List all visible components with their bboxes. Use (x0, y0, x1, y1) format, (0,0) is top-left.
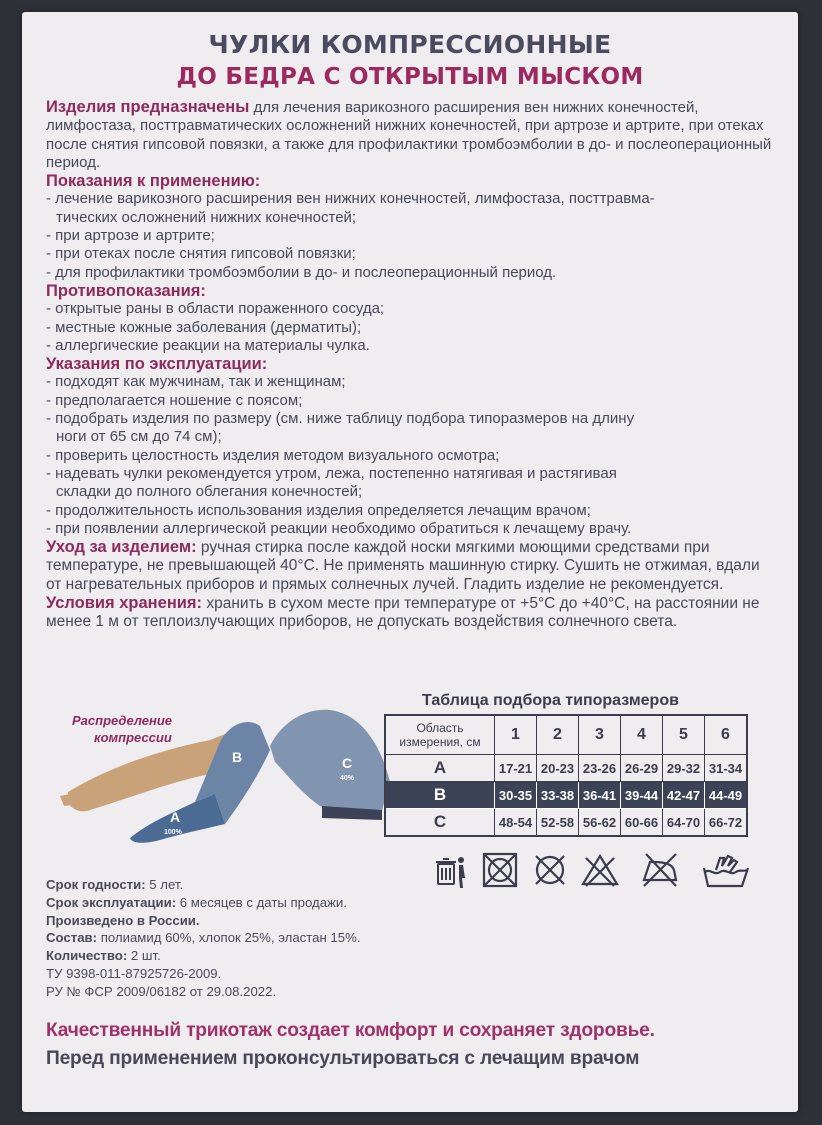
product-meta (46, 876, 361, 1001)
list-item: - подходят как мужчинам, так и женщинам; (46, 373, 346, 391)
row-label: C (385, 809, 495, 837)
size-table-title: Таблица подбора типоразмеров (422, 692, 679, 709)
table-cell: 20-23 (537, 755, 579, 782)
table-row (385, 782, 747, 809)
care-heading: Уход за изделием: (46, 538, 197, 557)
care-text: ручная стирка после каждой носки мягкими моющими средствами при температуре, не превышающей 40°С. Не применять машинную стирку. Сушить не отжимая, вдали от нагревательных приборов и прямых солнечных лучей. Гладить изделие не рекомендуется. (46, 539, 760, 593)
table-row (385, 809, 747, 837)
table-cell: 60-66 (621, 809, 663, 837)
table-header-label: Область измерения, см (385, 715, 495, 755)
no-dry-clean-icon (530, 850, 570, 890)
trash-bin-icon (430, 850, 470, 890)
row-label: A (385, 755, 495, 782)
list-item: - при артрозе и артрите; (46, 227, 215, 245)
compression-diagram (60, 702, 400, 862)
package-card (22, 12, 798, 1112)
list-item: тических осложнений нижних конечностей; (56, 208, 357, 226)
list-item: складки до полного облегания конечностей; (56, 483, 363, 501)
table-cell: 29-32 (663, 755, 705, 782)
zone-c-shape (270, 710, 390, 812)
intro-text: для лечения варикозного расширения вен нижних конечностей, лимфостаза, посттравматических осложнений нижних конечностей, при артрозе и артрите, при отеках после снятия гипсовой повязки, а также для профилактики тромбоэмболии в до- и послеоперационный период. (46, 99, 772, 171)
list-item: - продолжительность использования изделия определяется лечащим врачом; (46, 501, 591, 519)
made-in: Произведено в России. (46, 912, 200, 928)
list-item: - надевать чулки рекомендуется утром, лежа, постепенно натягивая и растягивая (46, 464, 617, 482)
table-cell: 42-47 (663, 782, 705, 809)
list-item: ноги от 65 см до 74 см); (56, 428, 222, 446)
table-cell: 48-54 (495, 809, 537, 837)
table-cell: 56-62 (579, 809, 621, 837)
product-title: ЧУЛКИ КОМПРЕССИОННЫЕ (208, 30, 612, 59)
list-item: - проверить целостность изделия методом визуального осмотра; (46, 446, 500, 464)
table-cell: 26-29 (621, 755, 663, 782)
zone-b-label: B (232, 749, 243, 765)
service-life-value: 6 месяцев с даты продажи. (176, 894, 347, 910)
table-row (385, 755, 747, 782)
list-item: - при отеках после снятия гипсовой повязки; (46, 245, 356, 263)
table-cell: 44-49 (705, 782, 748, 809)
row-label: B (385, 782, 495, 809)
service-life-label: Срок эксплуатации: (46, 894, 177, 910)
table-cell: 31-34 (705, 755, 748, 782)
shelf-life-value: 5 лет. (145, 877, 184, 892)
size-header: 5 (663, 715, 705, 755)
list-item: - подобрать изделия по размеру (см. ниже таблицу подбора типоразмеров на длину (46, 410, 635, 428)
tu-code: ТУ 9398-011-87925726-2009. (46, 965, 222, 981)
table-cell: 30-35 (495, 782, 537, 809)
table-cell: 23-26 (579, 755, 621, 782)
list-item: - лечение варикозного расширения вен нижних конечностей, лимфостаза, посттравма- (46, 190, 655, 208)
storage-paragraph (46, 594, 776, 632)
table-header-row (385, 715, 747, 755)
list-item: - аллергические реакции на материалы чулка. (46, 336, 370, 354)
size-header: 3 (579, 715, 621, 755)
registration-number: РУ № ФСР 2009/06182 от 29.08.2022. (46, 983, 277, 999)
compression-label-line2: компрессии (94, 730, 172, 745)
instructions-text (46, 98, 776, 632)
table-cell: 39-44 (621, 782, 663, 809)
table-cell: 17-21 (495, 755, 537, 782)
table-cell: 66-72 (705, 809, 748, 837)
list-item: - при появлении аллергической реакции необходимо обратиться к лечащему врачу. (46, 519, 632, 537)
no-bleach-icon (580, 850, 620, 890)
contraindications-heading: Противопоказания: (46, 281, 206, 300)
zone-c-percent: 40% (340, 775, 355, 782)
no-iron-icon (640, 850, 680, 890)
list-item: - открытые раны в области пораженного сосуда; (46, 300, 385, 318)
composition-value: полиамид 60%, хлопок 25%, эластан 15%. (97, 930, 361, 946)
composition-label: Состав: (46, 930, 98, 946)
hand-wash-icon (702, 850, 750, 890)
size-header: 2 (537, 715, 579, 755)
zone-c-label: C (342, 755, 353, 771)
no-tumble-dry-icon (480, 850, 520, 890)
storage-text: хранить в сухом месте при температуре от +5°С до +40°С, на расстоянии не менее 1 м от теплоизлучающих приборов, не допускать воздействия солнечного света. (46, 595, 760, 631)
care-icons (430, 850, 770, 894)
zone-a-percent: 100% (164, 829, 182, 836)
slogan-consult: Перед применением проконсультироваться с лечащим врачом (46, 1048, 640, 1069)
table-cell: 36-41 (579, 782, 621, 809)
product-subtitle: ДО БЕДРА С ОТКРЫТЫМ МЫСКОМ (176, 64, 644, 90)
size-header: 1 (495, 715, 537, 755)
intro-paragraph (46, 98, 776, 172)
size-table (384, 714, 748, 837)
table-cell: 64-70 (663, 809, 705, 837)
table-cell: 52-58 (537, 809, 579, 837)
list-item: - для профилактики тромбоэмболии в до- и послеоперационный период. (46, 263, 557, 281)
care-paragraph (46, 538, 776, 594)
compression-label-line1: Распределение (72, 713, 172, 728)
usage-heading: Указания по эксплуатации: (46, 355, 268, 374)
shelf-life-label: Срок годности: (46, 877, 146, 892)
size-header: 4 (621, 715, 663, 755)
size-header: 6 (705, 715, 748, 755)
slogan-quality: Качественный трикотаж создает комфорт и сохраняет здоровье. (46, 1020, 655, 1041)
zone-a-label: A (170, 809, 181, 825)
table-cell: 33-38 (537, 782, 579, 809)
quantity-value: 2 шт. (127, 948, 161, 964)
intro-heading: Изделия предназначены (46, 98, 250, 116)
list-item: - местные кожные заболевания (дерматиты); (46, 318, 362, 336)
quantity-label: Количество: (46, 948, 128, 964)
storage-heading: Условия хранения: (46, 594, 203, 613)
indications-heading: Показания к применению: (46, 172, 261, 191)
list-item: - предполагается ношение с поясом; (46, 391, 303, 409)
